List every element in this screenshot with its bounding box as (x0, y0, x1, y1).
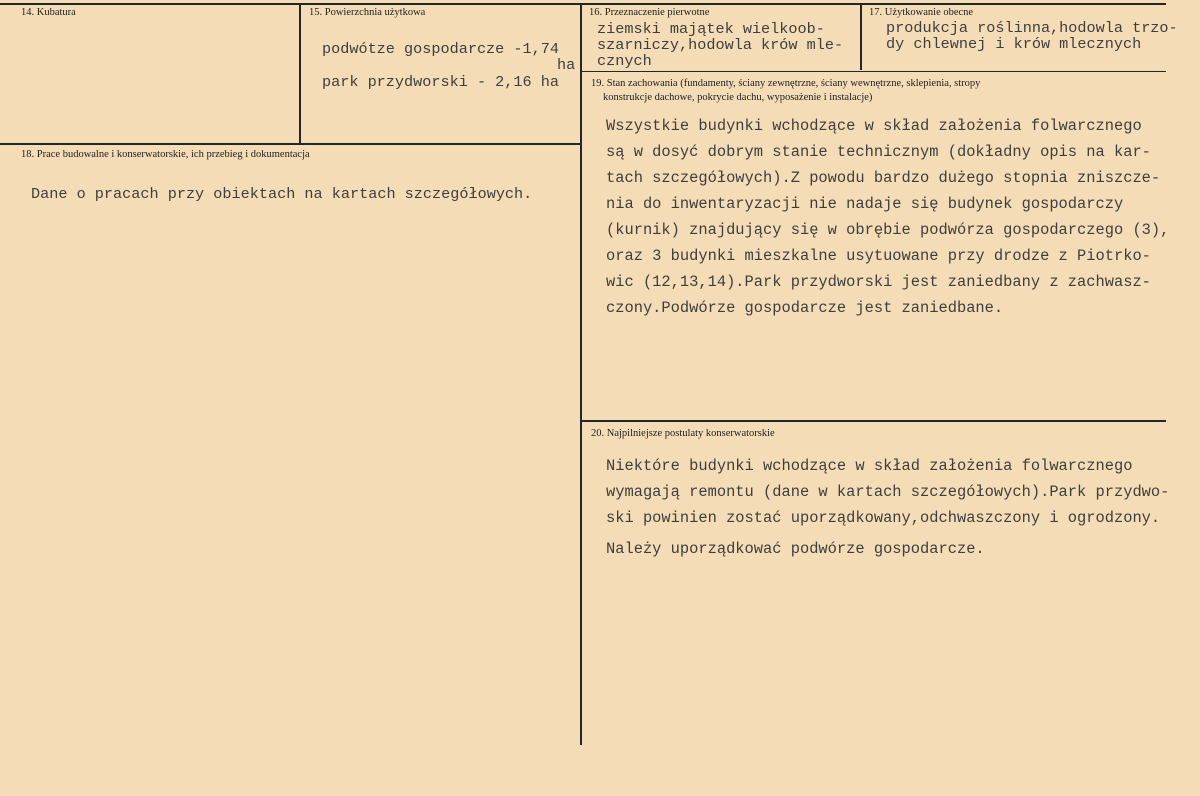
text-line: Należy uporządkować podwórze gospodarcze. (606, 540, 985, 558)
rule-above-18 (0, 143, 580, 145)
field-15-label: 15. Powierzchnia użytkowa (309, 7, 426, 18)
field-15-line-2: ha (557, 56, 576, 74)
text-line: nia do inwentaryzacji nie nadaje się budynek gospodarczy (606, 195, 1124, 213)
divider-left-right (580, 3, 582, 745)
text-line: oraz 3 budynki mieszkalne usytuowane przy drodze z Piotrko- (606, 247, 1151, 265)
field-18-label: 18. Prace budowalne i konserwatorskie, ich przebieg i dokumentacja (21, 149, 310, 160)
field-16-label: 16. Przeznaczenie pierwotne (589, 7, 710, 18)
text-line: czony.Podwórze gospodarcze jest zaniedbane. (606, 299, 1004, 317)
top-rule (0, 3, 1166, 5)
field-15-line-3: park przydworski - 2,16 ha (322, 73, 559, 91)
field-19-label-line-2: konstrukcje dachowe, pokrycie dachu, wyposażenie i instalacje) (603, 92, 873, 103)
field-19-text (606, 113, 1169, 321)
text-line: wymagają remontu (dane w kartach szczegółowych).Park przydwo- (606, 483, 1170, 501)
field-14-label: 14. Kubatura (21, 7, 76, 18)
field-19-label-line-1: 19. Stan zachowania (fundamenty, ściany zewnętrzne, ściany wewnętrzne, sklepienia, stropy (591, 78, 981, 89)
text-line: tach szczegółowych).Z powodu bardzo dużego stopnia zniszcze- (606, 169, 1161, 187)
text-line: wic (12,13,14).Park przydworski jest zaniedbany z zachwasz- (606, 273, 1151, 291)
text-line: Niektóre budynki wchodzące w skład założenia folwarcznego (606, 457, 1133, 475)
field-20-label: 20. Najpilniejsze postulaty konserwatorskie (591, 428, 775, 439)
field-18-text: Dane o pracach przy obiektach na kartach szczegółowych. (31, 185, 533, 203)
field-20-text (606, 453, 1169, 531)
rule-above-19 (582, 71, 1166, 72)
field-17-line-2: dy chlewnej i krów mlecznych (886, 35, 1142, 53)
text-line: Wszystkie budynki wchodzące w skład założenia folwarcznego (606, 117, 1142, 135)
field-16-line-3: cznych (597, 52, 652, 70)
text-line: (kurnik) znajdujący się w obrębie podwórza gospodarczego (3), (606, 221, 1170, 239)
rule-above-20 (582, 420, 1166, 422)
field-16-line-2: szarniczy,hodowla krów mle- (597, 36, 844, 54)
text-line: są w dosyć dobrym stanie technicznym (dokładny opis na kar- (606, 143, 1151, 161)
text-line: ski powinien zostać uporządkowany,odchwaszczony i ogrodzony. (606, 509, 1161, 527)
field-20-text-last (606, 536, 985, 562)
field-17-label: 17. Użytkowanie obecne (869, 7, 974, 18)
divider-14-15 (299, 3, 301, 143)
field-15-line-1: podwótze gospodarcze -1,74 (322, 40, 559, 58)
field-17-line-1: produkcja roślinna,hodowla trzo- (886, 19, 1178, 37)
field-16-line-1: ziemski majątek wielkoob- (597, 20, 825, 38)
divider-16-17 (860, 3, 862, 70)
